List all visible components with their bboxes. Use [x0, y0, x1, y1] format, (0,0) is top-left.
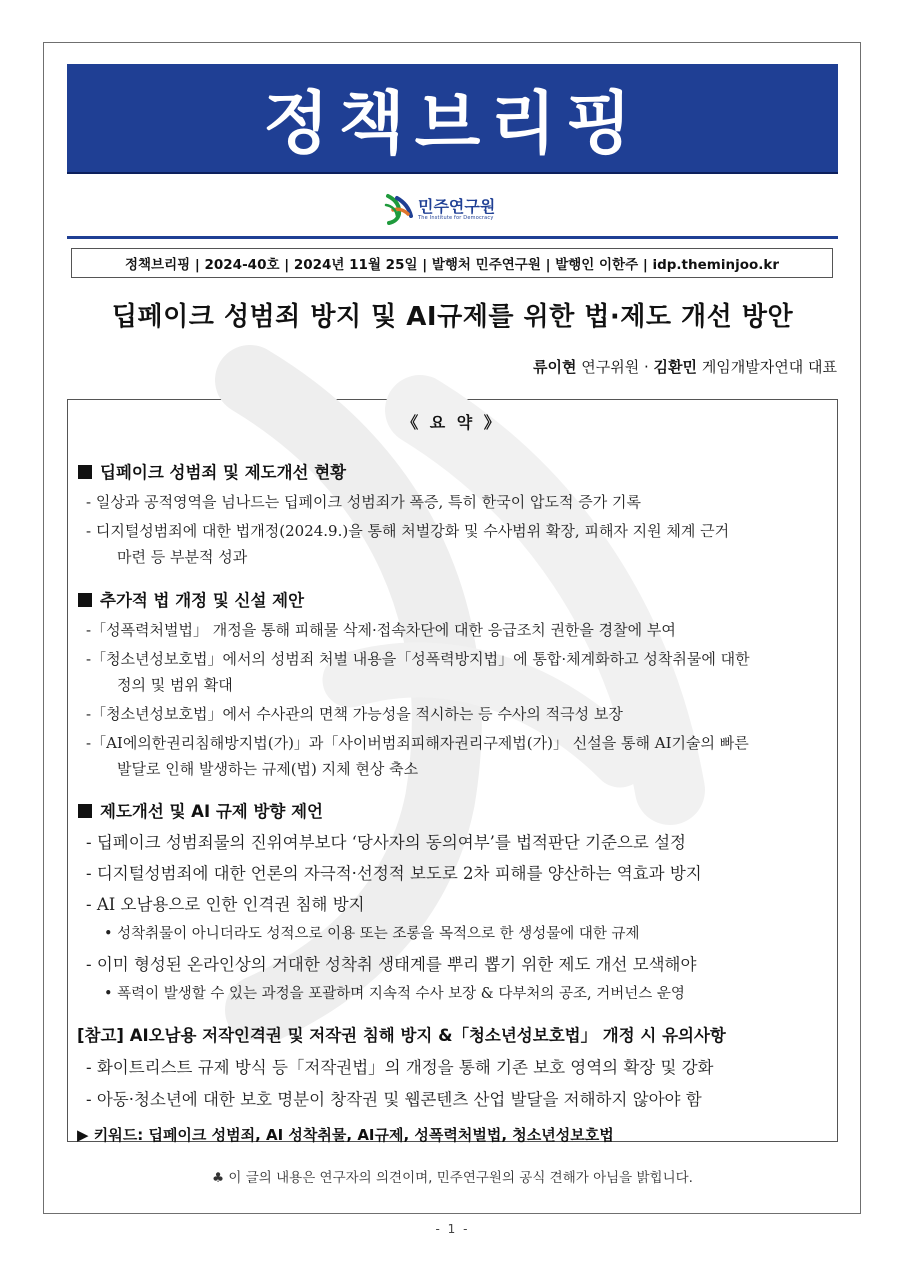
list-item: - 아동·청소년에 대한 보호 명분이 창작권 및 웹콘텐츠 산업 발달을 저해하지 않아야 함 — [86, 1090, 702, 1109]
logo-name: 민주연구원 — [418, 196, 496, 216]
list-item: - 이미 형성된 온라인상의 거대한 성착취 생태계를 뿌리 뽑기 위한 제도 개선 모색해야 — [86, 955, 697, 974]
list-item: - AI 오남용으로 인한 인격권 침해 방지 — [86, 895, 365, 914]
reference-title: [참고] AI오남용 저작인격권 및 저작권 침해 방지 &「청소년성보호법」 개정 시 유의사항 — [77, 1026, 726, 1045]
page-number: - 1 - — [435, 1222, 470, 1236]
list-item: - 화이트리스트 규제 방식 등「저작권법」의 개정을 통해 기존 보호 영역의 확장 및 강화 — [86, 1058, 714, 1077]
author-2-role: 게임개발자연대 대표 — [701, 358, 837, 376]
section-3-title: 제도개선 및 AI 규제 방향 제언 — [78, 798, 323, 822]
square-bullet-icon — [78, 593, 92, 607]
author-separator: · — [643, 358, 649, 376]
list-item: -「AI에의한권리침해방지법(가)」과「사이버범죄피해자권리구제법(가)」 신설을 통해 AI기술의 빠른 — [86, 734, 749, 752]
list-item: 발달로 인해 발생하는 규제(법) 지체 현상 축소 — [117, 760, 419, 778]
author-2-name: 김환민 — [653, 358, 698, 376]
list-item: - 디지털성범죄에 대한 법개정(2024.9.)을 통해 처벌강화 및 수사범위 확장, 피해자 지원 체계 근거 — [86, 522, 730, 540]
keywords-line: ▶ 키워드: 딥페이크 성범죄, AI 성착취물, AI규제, 성폭력처벌법, 청소년성보호법 — [77, 1126, 614, 1144]
list-item: -「청소년성보호법」에서의 성범죄 처벌 내용을「성폭력방지법」에 통합·체계화하고 성착취물에 대한 — [86, 650, 750, 668]
disclaimer: ♣ 이 글의 내용은 연구자의 의견이며, 민주연구원의 공식 견해가 아님을 밝힙니다. — [212, 1170, 693, 1186]
institute-logo — [382, 192, 495, 226]
author-1-name: 류이현 — [532, 358, 577, 376]
list-item: - 디지털성범죄에 대한 언론의 자극적·선정적 보도로 2차 피해를 양산하는 역효과 방지 — [86, 864, 702, 883]
section-1-title: 딥페이크 성범죄 및 제도개선 현황 — [78, 459, 346, 483]
sub-item: • 폭력이 발생할 수 있는 과정을 포괄하며 지속적 수사 보장 & 다부처의 공조, 거버넌스 운영 — [104, 986, 685, 1002]
document-title: 딥페이크 성범죄 방지 및 AI규제를 위한 법·제도 개선 방안 — [111, 302, 794, 332]
header-rule — [67, 236, 838, 239]
logo-subtitle: The Institute for Democracy — [418, 214, 494, 221]
list-item: -「성폭력처벌법」 개정을 통해 피해물 삭제·접속차단에 대한 응급조치 권한을 경찰에 부여 — [86, 621, 676, 639]
banner-title: 정책브리핑 — [263, 83, 642, 164]
author-1-role: 연구위원 — [581, 358, 640, 376]
title-banner — [67, 64, 838, 174]
list-item: 정의 및 범위 확대 — [117, 676, 233, 694]
list-item: 마련 등 부분적 성과 — [117, 548, 248, 566]
sub-item: • 성착취물이 아니더라도 성적으로 이용 또는 조롱을 목적으로 한 생성물에 대한 규제 — [104, 926, 640, 942]
list-item: -「청소년성보호법」에서 수사관의 면책 가능성을 적시하는 등 수사의 적극성 보장 — [86, 705, 623, 723]
section-2-title: 추가적 법 개정 및 신설 제안 — [78, 587, 304, 611]
institute-emblem-icon — [382, 192, 416, 226]
list-item: - 딥페이크 성범죄물의 진위여부보다 ‘당사자의 동의여부’를 법적판단 기준으로 설정 — [86, 833, 686, 852]
list-item: - 일상과 공적영역을 넘나드는 딥페이크 성범죄가 폭증, 특히 한국이 압도적 증가 기록 — [86, 493, 641, 511]
square-bullet-icon — [78, 465, 92, 479]
publication-info: 정책브리핑 | 2024-40호 | 2024년 11월 25일 | 발행처 민주연구원 | 발행인 이한주 | idp.theminjoo.kr — [71, 248, 833, 278]
summary-heading: 《 요 약 》 — [402, 413, 503, 432]
square-bullet-icon — [78, 804, 92, 818]
